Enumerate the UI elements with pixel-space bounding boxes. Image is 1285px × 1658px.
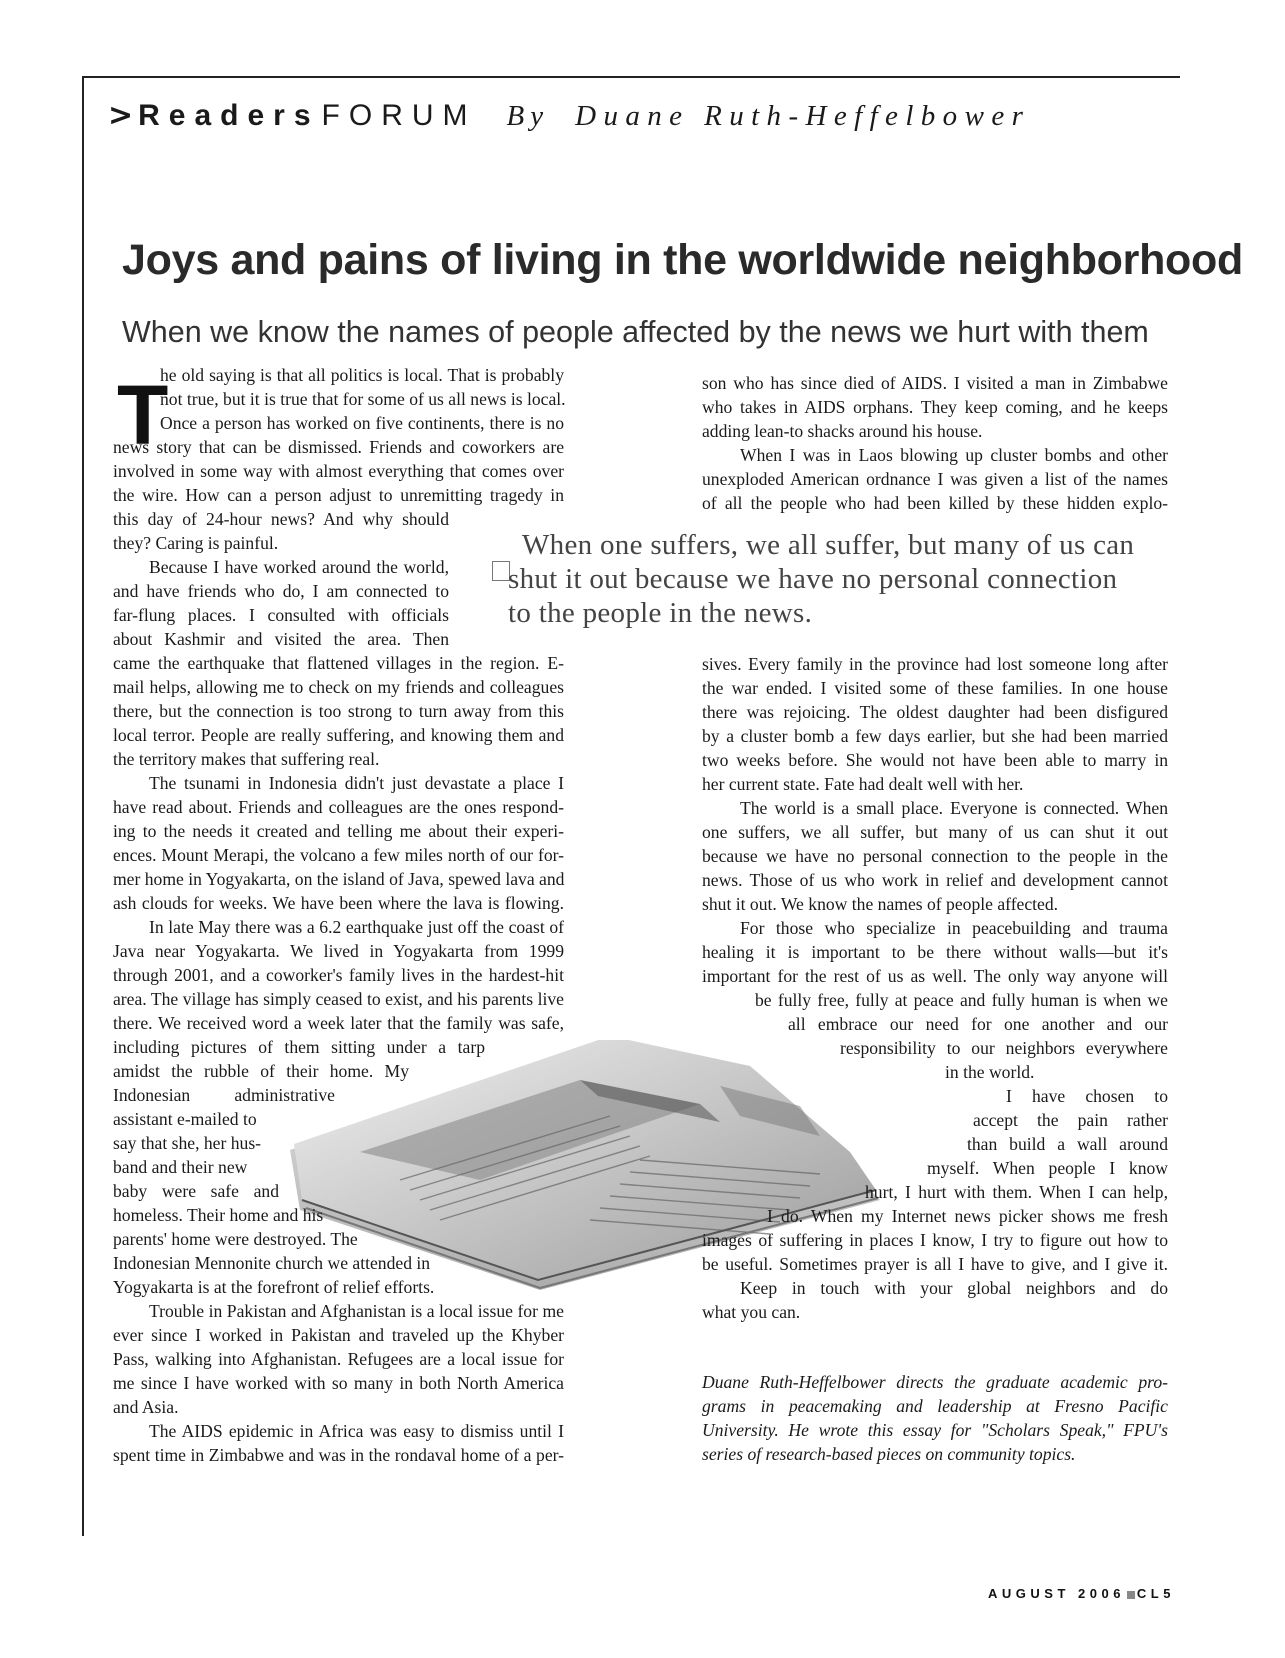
pull-quote-line: shut it out because we have no personal connection <box>508 563 1118 595</box>
text-line: amidst the rubble of their home. My <box>113 1061 409 1081</box>
text-line: news. Those of us who work in relief and development cannot <box>702 870 1168 890</box>
text-line: area. The village has simply ceased to exist, and his parents live <box>113 989 564 1009</box>
text-line: the war ended. I visited some of these families. In one house <box>702 678 1168 698</box>
text-line: In late May there was a 6.2 earthquake just off the coast of <box>149 917 564 937</box>
text-line: what you can. <box>702 1302 801 1322</box>
section-header <box>108 98 1030 133</box>
text-line: responsibility to our neighbors everywhere <box>840 1038 1168 1058</box>
top-rule <box>82 76 1180 78</box>
text-line: about Kashmir and visited the area. Then <box>113 629 449 649</box>
text-line: there. We received word a week later that the family was safe, <box>113 1013 564 1033</box>
text-line: they? Caring is painful. <box>113 533 279 553</box>
pull-quote-line: When one suffers, we all suffer, but many of us can <box>522 529 1135 561</box>
text-line: I have chosen to <box>1006 1086 1168 1106</box>
text-line: myself. When people I know <box>927 1158 1168 1178</box>
bio-line: Duane Ruth-Heffelbower directs the graduate academic pro- <box>702 1372 1168 1392</box>
text-line: Pass, walking into Afghanistan. Refugees are a local issue for <box>113 1349 564 1369</box>
text-line: be fully free, fully at peace and fully human is when we <box>755 990 1168 1010</box>
text-line: news story that can be dismissed. Friends and coworkers are <box>113 437 564 457</box>
pull-quote-line: to the people in the news. <box>508 597 813 629</box>
bio-line: grams in peacemaking and leadership at Fresno Pacific <box>702 1396 1168 1416</box>
text-line: through 2001, and a coworker's family lives in the hardest-hit <box>113 965 564 985</box>
text-line: parents' home were destroyed. The <box>113 1229 358 1249</box>
text-line: images of suffering in places I know, I try to figure out how to <box>702 1230 1168 1250</box>
text-line: Java near Yogyakarta. We lived in Yogyakarta from 1999 <box>113 941 564 961</box>
text-line: shut it out. We know the names of people affected. <box>702 894 1059 914</box>
text-line: involved in some way with almost everything that comes over <box>113 461 564 481</box>
text-line: all embrace our need for one another and our <box>788 1014 1168 1034</box>
text-line: sives. Every family in the province had lost someone long after <box>702 654 1168 674</box>
byline-by: By <box>506 100 550 132</box>
text-line: mer home in Yogyakarta, on the island of Java, spewed lava and <box>113 869 565 889</box>
text-line: Because I have worked around the world, <box>149 557 449 577</box>
text-line: accept the pain rather <box>973 1110 1168 1130</box>
text-line: important for the rest of us as well. The only way anyone will <box>702 966 1168 986</box>
text-line: ash clouds for weeks. We have been where the lava is flowing. <box>113 893 564 913</box>
text-line: unexploded American ordnance I was given a list of the names <box>702 469 1168 489</box>
text-line: than build a wall around <box>967 1134 1168 1154</box>
text-line: healing it is important to be there without walls—but it's <box>702 942 1168 962</box>
text-line: there, but the connection is too strong to turn away from this <box>113 701 564 721</box>
text-line: me since I have worked with so many in both North America <box>113 1373 564 1393</box>
text-line: including pictures of them sitting under a tarp <box>113 1037 485 1057</box>
text-line: When I was in Laos blowing up cluster bombs and other <box>740 445 1168 465</box>
left-rule <box>82 76 84 1536</box>
text-line: because we have no personal connection to the people in the <box>702 846 1168 866</box>
headline: Joys and pains of living in the worldwide neighborhood <box>122 236 1243 284</box>
text-line: far-flung places. I consulted with officials <box>113 605 449 625</box>
bio-line: University. He wrote this essay for "Scholars Speak," FPU's <box>702 1420 1168 1440</box>
text-line: I do. When my Internet news picker shows me fresh <box>767 1206 1168 1226</box>
text-line: Once a person has worked on five continents, there is no <box>160 413 564 433</box>
text-line: there was rejoicing. The oldest daughter had been disfigured <box>702 702 1168 722</box>
text-line: of all the people who had been killed by these hidden explo- <box>702 493 1168 513</box>
text-line: the wire. How can a person adjust to unremitting tragedy in <box>113 485 564 505</box>
text-line: assistant e-mailed to <box>113 1109 257 1129</box>
text-line: two weeks before. She would not have been able to marry in <box>702 750 1168 770</box>
text-line: one suffers, we all suffer, but many of us can shut it out <box>702 822 1168 842</box>
text-line: in the world. <box>945 1062 1035 1082</box>
text-line: be useful. Sometimes prayer is all I have to give, and I give it. <box>702 1254 1168 1274</box>
text-line: mail helps, allowing me to check on my friends and colleagues <box>113 677 564 697</box>
text-line: this day of 24-hour news? And why should <box>113 509 449 529</box>
text-line: ences. Mount Merapi, the volcano a few miles north of our for- <box>113 845 564 865</box>
text-line: Indonesian Mennonite church we attended in <box>113 1253 431 1273</box>
text-line: band and their new <box>113 1157 248 1177</box>
text-line: say that she, her hus- <box>113 1133 262 1153</box>
text-line: came the earthquake that flattened villages in the region. E- <box>113 653 564 673</box>
text-line: For those who specialize in peacebuilding and trauma <box>740 918 1168 938</box>
text-line: hurt, I hurt with them. When I can help, <box>865 1182 1168 1202</box>
text-line: Keep in touch with your global neighbors and do <box>740 1278 1168 1298</box>
folio-square-icon <box>1127 1591 1135 1599</box>
text-line: and have friends who do, I am connected to <box>113 581 449 601</box>
text-line: The world is a small place. Everyone is connected. When <box>740 798 1168 818</box>
text-line: The AIDS epidemic in Africa was easy to dismiss until I <box>149 1421 564 1441</box>
text-line: local terror. People are really suffering, and knowing them and <box>113 725 564 745</box>
text-line: son who has since died of AIDS. I visited a man in Zimbabwe <box>702 373 1168 393</box>
section-name-bold: Readers <box>138 99 320 132</box>
text-line: homeless. Their home and his <box>113 1205 324 1225</box>
section-name-light: FORUM <box>321 99 477 132</box>
folio-date: AUGUST 2006 <box>988 1586 1125 1601</box>
text-line: have read about. Friends and colleagues are the ones respond- <box>113 797 564 817</box>
byline-author: Duane Ruth-Heffelbower <box>575 100 1031 132</box>
text-line: ing to the needs it created and telling me about their experi- <box>113 821 564 841</box>
subheadline: When we know the names of people affected by the news we hurt with them <box>122 315 1149 349</box>
text-line: Trouble in Pakistan and Afghanistan is a local issue for me <box>149 1301 564 1321</box>
text-line: The tsunami in Indonesia didn't just devastate a place I <box>149 773 564 793</box>
drop-cap: T <box>117 368 169 462</box>
folio-page-number: CL5 <box>1136 1586 1175 1601</box>
text-line: and Asia. <box>113 1397 179 1417</box>
bio-line: series of research-based pieces on community topics. <box>702 1444 1076 1464</box>
text-line: spent time in Zimbabwe and was in the rondaval home of a per- <box>113 1445 564 1465</box>
text-line: adding lean-to shacks around his house. <box>702 421 983 441</box>
text-line: Indonesian administrative <box>113 1085 335 1105</box>
text-line: the territory makes that suffering real. <box>113 749 380 769</box>
text-line: not true, but it is true that for some of us all news is local. <box>160 389 566 409</box>
text-line: ever since I worked in Pakistan and traveled up the Khyber <box>113 1325 564 1345</box>
text-line: by a cluster bomb a few days earlier, but she had been married <box>702 726 1168 746</box>
text-line: Yogyakarta is at the forefront of relief efforts. <box>113 1277 435 1297</box>
arrow-icon: > <box>108 98 135 133</box>
text-line: he old saying is that all politics is local. That is probably <box>160 365 564 385</box>
text-line: her current state. Fate had dealt well with her. <box>702 774 1024 794</box>
text-line: baby were safe and <box>113 1181 279 1201</box>
page-folio <box>988 1586 1175 1601</box>
text-line: who takes in AIDS orphans. They keep coming, and he keeps <box>702 397 1168 417</box>
